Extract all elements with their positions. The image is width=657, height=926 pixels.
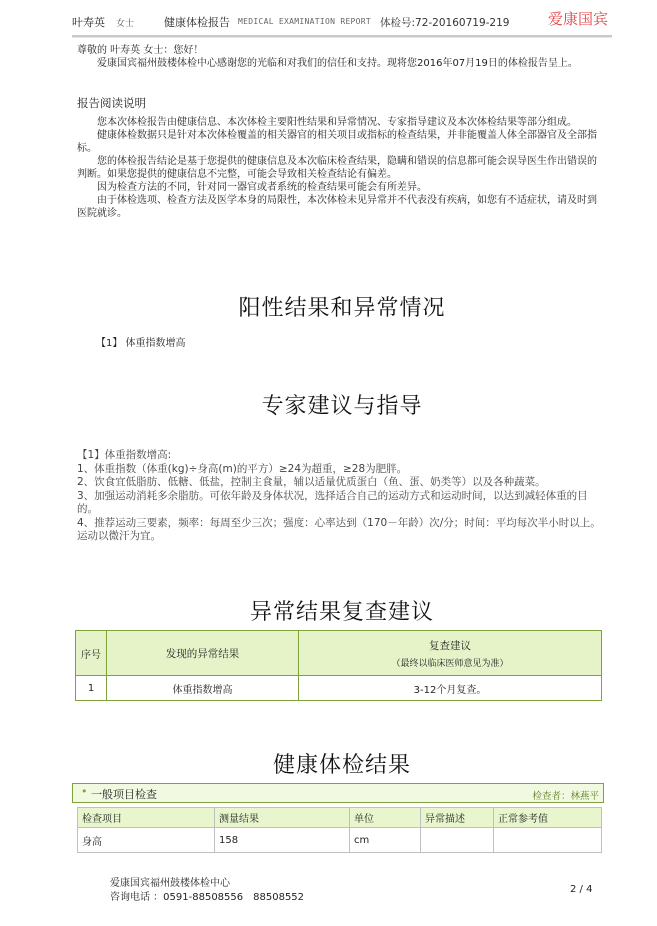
- col-advice-label: 复查建议: [429, 639, 471, 652]
- page-number: 2 / 4: [570, 884, 593, 895]
- result-reference: [494, 828, 602, 853]
- reading-paragraph: 由于体检选项、检查方法及医学本身的局限性，本次体检未见异常并不代表没有疾病，如您有不适症状，请及时到医院就诊。: [77, 195, 597, 219]
- reading-paragraph: 您本次体检报告由健康信息、本次体检主要阳性结果和异常情况、专家指导建议及本次体检结果等部分组成。: [97, 117, 577, 128]
- exam-number: 体检号:72-20160719-219: [380, 17, 510, 29]
- col-abnormal: 异常描述: [421, 808, 494, 828]
- recheck-table: [75, 630, 602, 701]
- col-number: 序号: [76, 631, 107, 676]
- col-unit: 单位: [350, 808, 421, 828]
- results-table: [77, 807, 602, 853]
- greeting-body: 爱康国宾福州鼓楼体检中心感谢您的光临和对我们的信任和支持。现将您2016年07月19日的体检报告呈上。: [97, 58, 578, 69]
- brand-logo: 爱康国宾: [547, 10, 608, 28]
- patient-gender: 女士: [116, 19, 135, 29]
- page-footer: [110, 877, 304, 905]
- category-name: 一般项目检查: [91, 788, 157, 801]
- reading-notes: [77, 116, 602, 220]
- exam-results-title: 健康体检结果: [272, 753, 411, 778]
- footer-phone: 咨询电话 ：0591-88508556 88508552: [110, 892, 305, 903]
- reading-paragraph: 健康体检数据只是针对本次体检覆盖的相关器官的相关项目或指标的检查结果，并非能覆盖人体全部器官及全部指标。: [77, 130, 597, 154]
- result-item: 身高: [78, 828, 215, 853]
- result-value: 158: [215, 828, 350, 853]
- expert-advice-title: 专家建议与指导: [261, 394, 423, 419]
- advice-line: 4、推荐运动三要素，频率：每周至少三次；强度：心率达到（170－年龄）次/分；时间：平均每次半小时以上。运动以微汗为宜。: [77, 516, 601, 542]
- header-divider: [72, 35, 612, 38]
- col-reference: 正常参考值: [494, 808, 602, 828]
- greeting: [77, 44, 602, 70]
- col-value: 测量结果: [215, 808, 350, 828]
- advice-line: 3、加强运动消耗多余脂肪。可依年龄及身体状况，选择适合自己的运动方式和运动时间，以达到减轻体重的目的。: [77, 489, 588, 515]
- recheck-title: 异常结果复查建议: [249, 600, 434, 625]
- results-header-row: [78, 808, 602, 828]
- bullet-icon: •: [81, 785, 88, 798]
- inspector: 检查者：林燕平: [532, 791, 599, 802]
- recheck-header-row: [76, 631, 602, 676]
- row-finding: 体重指数增高: [107, 676, 299, 701]
- report-title-en: MEDICAL EXAMINATION REPORT: [238, 17, 372, 26]
- page-header: [72, 10, 612, 34]
- advice-line: 【1】体重指数增高:: [77, 449, 172, 461]
- reading-paragraph: 因为检查方法的不同，针对同一器官或者系统的检查结果可能会有所差异。: [97, 182, 427, 193]
- positive-finding-item: 【1】 体重指数增高: [96, 338, 186, 349]
- category-bar: [72, 783, 604, 803]
- report-title: 健康体检报告: [164, 16, 230, 29]
- col-advice: [299, 631, 602, 676]
- col-finding: 发现的异常结果: [107, 631, 299, 676]
- row-number: 1: [76, 676, 107, 701]
- reading-paragraph: 您的体检报告结论是基于您提供的健康信息及本次临床检查结果，隐瞒和错误的信息都可能会误导医生作出错误的判断。如果您提供的健康信息不完整，可能会导致相关检查结论有偏差。: [77, 156, 597, 180]
- advice-line: 1、体重指数（体重(kg)÷身高(m)的平方）≥24为超重，≥28为肥胖。: [77, 462, 408, 475]
- col-advice-note: （最终以临床医师意见为准）: [391, 658, 509, 669]
- result-abnormal: [421, 828, 494, 853]
- footer-center: 爱康国宾福州鼓楼体检中心: [110, 878, 230, 889]
- row-advice: 3-12个月复查。: [299, 676, 602, 701]
- result-unit: cm: [350, 828, 421, 853]
- table-row: [76, 676, 602, 701]
- patient-name: 叶寿英: [72, 16, 105, 29]
- col-item: 检查项目: [78, 808, 215, 828]
- expert-advice: [77, 449, 602, 544]
- table-row: [78, 828, 602, 853]
- greeting-salutation: 尊敬的 叶寿英 女士：您好！: [77, 45, 204, 56]
- advice-line: 2、饮食宜低脂肪、低糖、低盐，控制主食量，辅以适量优质蛋白（鱼、蛋、奶类等）以及各种蔬菜。: [77, 476, 546, 488]
- positive-results-title: 阳性结果和异常情况: [238, 296, 446, 321]
- reading-heading: 报告阅读说明: [77, 96, 146, 110]
